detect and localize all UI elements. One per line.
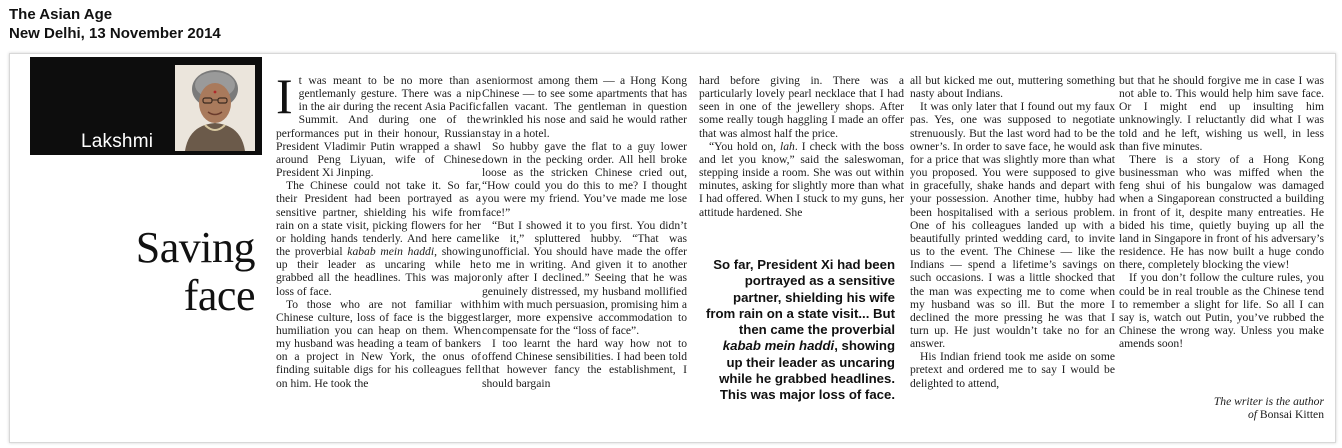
paragraph-text: , showing up their leader as uncaring while he grabbed all the headlines. This was major loss of face. — [276, 245, 481, 298]
headline-line-2: face — [183, 271, 255, 320]
paragraph: His Indian friend took me aside on some pretext and ordered me to say I would be delighted to attend, — [910, 350, 1115, 390]
author-portrait-image — [175, 65, 255, 151]
publication-source — [9, 5, 221, 43]
author-note-line-1: The writer is the author — [1213, 395, 1324, 408]
paragraph-text: . I check with the boss and let you know,” said the saleswoman, stepping inside a room. She was out within minutes, asking for slightly more than what I had offered. When I stuck to my guns, her attitude hardened. She — [699, 139, 904, 219]
byline-box — [30, 57, 262, 174]
article-column-3 — [699, 74, 904, 264]
article-column-5 — [1119, 74, 1324, 399]
pull-quote — [705, 257, 895, 404]
paragraph — [276, 179, 481, 297]
drop-cap: I — [276, 74, 293, 124]
paragraph: seniormost among them — a Hong Kong Chinese — to see some apartments that has fallen vacant. The gentleman in question wrinkled his nose and said he would rather stay in a hotel. — [482, 74, 687, 140]
paragraph — [699, 140, 904, 219]
author-first-name: Lakshmi — [81, 131, 154, 152]
paragraph: I too learnt the hard way how not to offend Chinese sensibilities. I had been told that however fancy the establishment, I should bargain — [482, 337, 687, 390]
article-headline — [105, 224, 255, 320]
paragraph: all but kicked me out, muttering something nasty about Indians. — [910, 74, 1115, 101]
publication-name: The Asian Age — [9, 6, 113, 23]
newspaper-clipping — [9, 53, 1336, 443]
paragraph: There is a story of a Hong Kong businessman who was miffed when the feng shui of his bungalow was damaged when a Singaporean constructed a building in front of it, despite many entreaties. He bided his time, quietly buying up all the land in Singapore in front of his adversary’s residence. He has now built a huge condo there, completely blocking the view! — [1119, 152, 1324, 272]
pull-quote-text: , showing up their leader as uncaring while he grabbed headlines. This was major loss of face. — [719, 338, 895, 403]
author-book-title: Bonsai Kitten — [1259, 408, 1324, 422]
paragraph — [276, 74, 481, 179]
paragraph: hard before giving in. There was a particularly lovely pearl necklace that I had seen in one of the jewellery shops. After some really tough haggling I made an offer that was almost half the price. — [699, 74, 904, 140]
article-column-2 — [482, 74, 687, 434]
paragraph: but that he should forgive me in case I was not able to. This would help him save face. Or I might end up insulting him unknowingly. I reluctantly did what I was told and he left, wishing us well, in less than five minutes. — [1119, 74, 1324, 153]
article-column-4 — [910, 74, 1115, 434]
paragraph-text: “You hold on, — [709, 139, 781, 153]
paragraph-text: t was meant to be no more than a gentlemanly gesture. There was a nip in the air during the recent Asia Pacific Summit. And during one of the performances put in their honour, Russian President Vladimir Putin wrapped a shawl around Peng Liyuan, wife of Chinese President Xi Jinping. — [276, 74, 481, 180]
author-note-italic: of — [1247, 408, 1257, 422]
author-last-name: Narayan — [81, 153, 155, 174]
author-photo — [175, 65, 255, 151]
publication-dateline: New Delhi, 13 November 2014 — [9, 25, 221, 42]
paragraph: “But I showed it to you first. You didn’t like it,” spluttered hubby. “That was unofficial. You should have made the offer to me in writing. And given it to another only after I declined.” Seeing that he was genuinely distressed, my husband mollified him with much persuasion, promising him a larger, more expensive accommodation to compensate for the “loss of face”. — [482, 218, 687, 337]
paragraph-italic: kabab mein haddi — [347, 245, 435, 259]
paragraph: To those who are not familiar with Chinese culture, loss of face is the biggest humiliation you can heap on them. When my husband was heading a team of bankers on a project in New York, the onus of finding suitable digs for his colleagues fell on him. He took the — [276, 297, 481, 390]
pull-quote-text: So far, President Xi had been portrayed as a sensitive partner, shielding his wife from rain on a state visit... But then came the proverbial — [705, 257, 895, 338]
pull-quote-italic: kabab mein haddi — [722, 338, 835, 354]
article-column-1 — [276, 74, 481, 434]
paragraph: If you don’t follow the culture rules, you could be in real trouble as the Chinese tend to remember a slight for life. So all I can say is, watch out Putin, you’ve rubbed the Chinese the wrong way. Unless you make amends soon! — [1119, 271, 1324, 351]
author-note-line-2 — [1119, 408, 1324, 421]
paragraph: It was only later that I found out my faux pas. Yes, one was supposed to negotiate strenuously. But the last word had to be the owner’s. In order to save face, he would ask for a price that was slightly more than what you proposed. You were supposed to give in gracefully, shake hands and depart with your possession. Another time, hubby had been hospitalised with a serious problem. One of his colleagues landed up with a beautifully printed wedding card, to invite us to the event. The Chinese — like the Indians — spend a lifetime’s savings on such occasions. I was a little shocked that the man was expecting me to come when my husband was so ill. But the more I declined the more pressing he was that I turn up. He just wouldn’t take no for an answer. — [910, 100, 1115, 351]
author-note — [1119, 395, 1324, 421]
paragraph-italic: lah — [780, 139, 795, 153]
headline-line-1: Saving — [135, 223, 255, 272]
paragraph-text: The Chinese could not take it. So far, their President had been portrayed as a sensitive partner, shielding his wife from rain on a state visit, picking flowers for her or holding hands tenderly. And here came the proverbial — [276, 179, 481, 259]
paragraph: So hubby gave the flat to a guy lower down in the pecking order. All hell broke loose as the stricken Chinese cried out, “How could you do this to me? I thought you were my friend. You’ve made me lose face!” — [482, 139, 687, 219]
